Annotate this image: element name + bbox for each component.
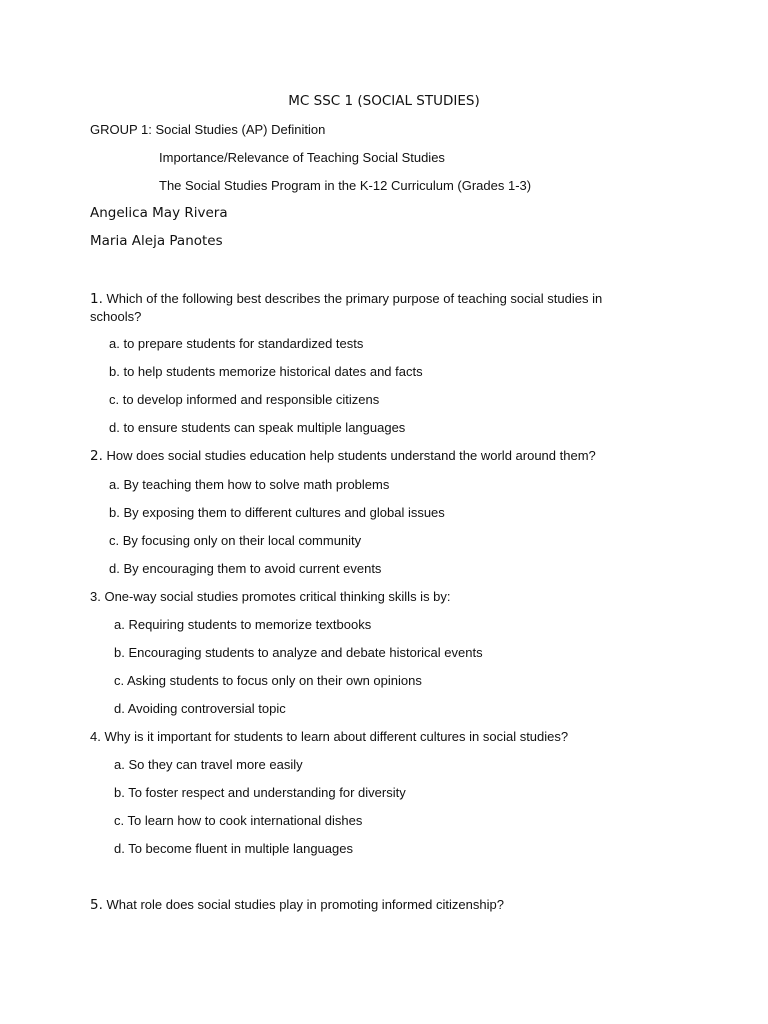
question-number: 5. [90, 897, 103, 913]
answer-option: b. Encouraging students to analyze and debate historical events [114, 645, 483, 660]
question-text: Why is it important for students to learn about different cultures in social studies? [100, 729, 569, 744]
answer-option: a. Requiring students to memorize textbooks [114, 617, 372, 632]
question-text: How does social studies education help students understand the world around them? [102, 448, 596, 463]
answer-option: a. to prepare students for standardized tests [109, 336, 364, 351]
question-text: What role does social studies play in promoting informed citizenship? [102, 897, 504, 912]
answer-option: b. By exposing them to different cultures and global issues [109, 505, 445, 520]
answer-option: d. By encouraging them to avoid current events [109, 561, 382, 576]
answer-option: c. Asking students to focus only on their own opinions [114, 673, 422, 688]
question-text: One-way social studies promotes critical thinking skills is by: [100, 589, 451, 604]
question-1 [90, 290, 650, 326]
answer-option: a. By teaching them how to solve math problems [109, 477, 390, 492]
question-number: 3. [90, 589, 101, 604]
document-title: MC SSC 1 (SOCIAL STUDIES) [288, 93, 480, 109]
answer-option: a. So they can travel more easily [114, 757, 303, 772]
question-5 [90, 896, 504, 914]
question-number: 1. [90, 291, 103, 307]
question-number: 4. [90, 729, 101, 744]
answer-option: c. To learn how to cook international dishes [114, 813, 363, 828]
question-4 [90, 728, 568, 746]
question-text: Which of the following best describes the primary purpose of teaching social studies in schools? [90, 291, 603, 324]
answer-option: d. to ensure students can speak multiple languages [109, 420, 406, 435]
question-number: 2. [90, 448, 103, 464]
answer-option: d. Avoiding controversial topic [114, 701, 286, 716]
topic-line: Importance/Relevance of Teaching Social Studies [159, 150, 445, 165]
answer-option: b. To foster respect and understanding for diversity [114, 785, 406, 800]
topic-line: The Social Studies Program in the K-12 Curriculum (Grades 1-3) [159, 178, 532, 193]
question-2 [90, 447, 596, 465]
answer-option: b. to help students memorize historical dates and facts [109, 364, 423, 379]
answer-option: c. to develop informed and responsible citizens [109, 392, 380, 407]
member-name: Maria Aleja Panotes [90, 233, 223, 249]
question-3 [90, 588, 451, 606]
answer-option: c. By focusing only on their local community [109, 533, 362, 548]
group-heading: GROUP 1: Social Studies (AP) Definition [90, 122, 326, 137]
answer-option: d. To become fluent in multiple languages [114, 841, 353, 856]
member-name: Angelica May Rivera [90, 205, 228, 221]
